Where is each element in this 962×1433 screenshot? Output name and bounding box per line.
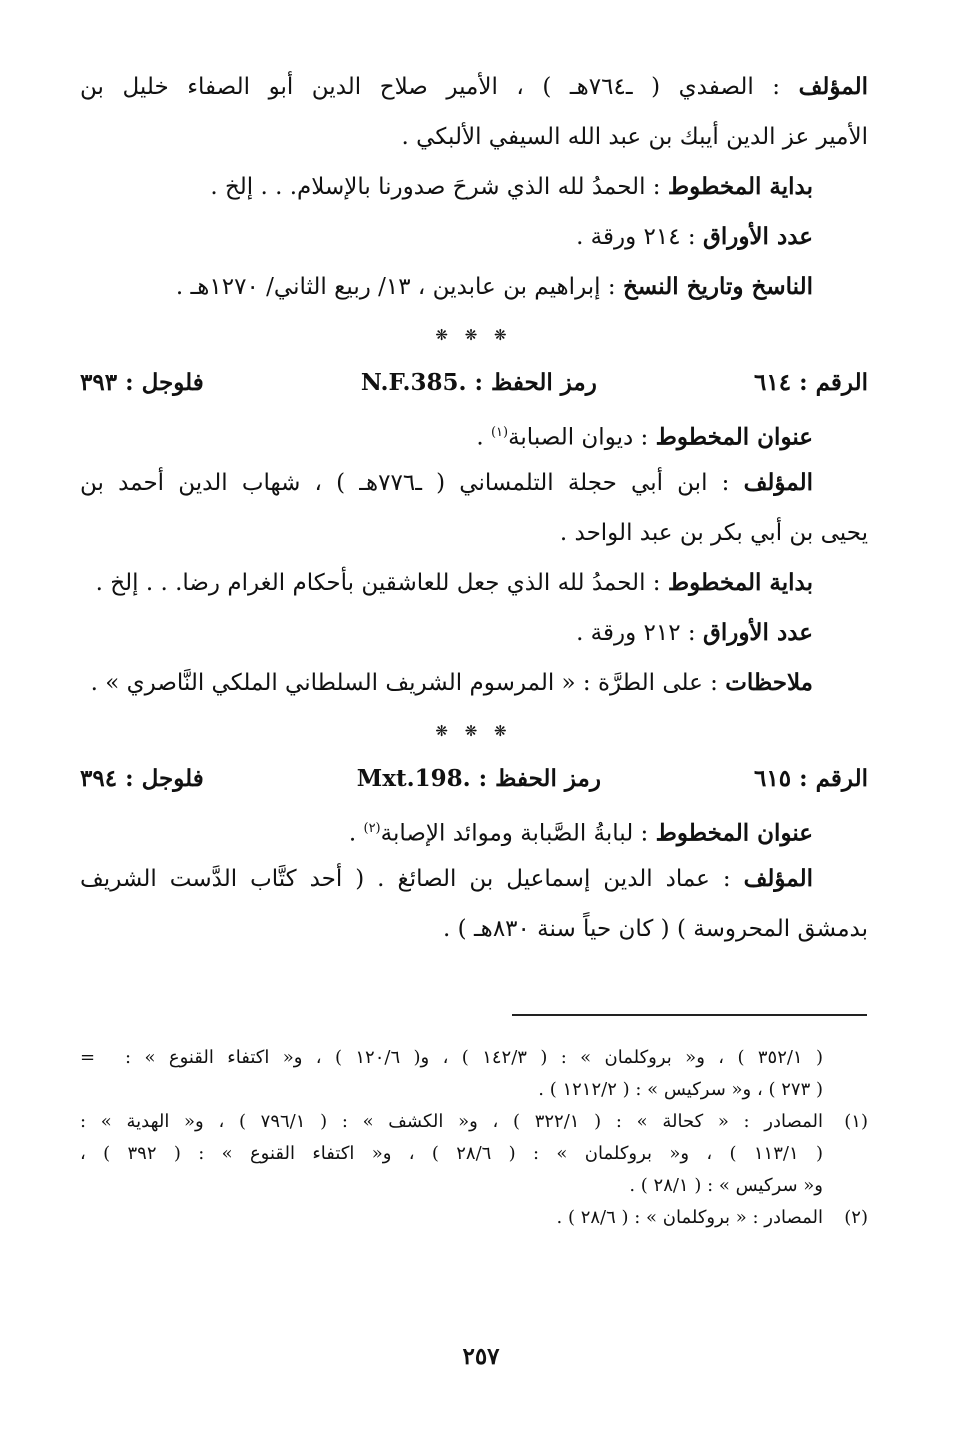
author-line: المؤلف : الصفدي ( ـ٧٦٤هـ ) ، الأمير صلاح الدين أبو الصفاء خليل بن: [80, 73, 869, 100]
author-line-cont: يحيى بن أبي بكر بن عبد الواحد .: [559, 520, 868, 546]
separator: ❋ ❋ ❋: [435, 326, 513, 344]
incipit-line: بداية المخطوط : الحمدُ لله الذي جعل للعاشقين بأحكام الغرام رضا. . . إلخ .: [95, 569, 813, 596]
copyist-line: الناسخ وتاريخ النسخ : إبراهيم بن عابدين ، ١٣/ ربيع الثاني/ ١٢٧٠هـ .: [175, 273, 813, 300]
footnote-1-line: و« سركيس » : ( ٢٨/١ ) .: [629, 1175, 823, 1196]
notes-line: ملاحظات : على الطرَّة : « المرسوم الشريف السلطاني الملكي النَّاصري » .: [90, 669, 813, 696]
footnote-1-line: ( ١١٣/١ ) ، و« بروكلمان » : ( ٢٨/٦ ) ، و« اكتفاء القنوع » : ( ٣٩٢ ) ،: [80, 1143, 823, 1164]
page-number: ٢٥٧: [462, 1343, 500, 1370]
entry-header-614: [80, 358, 868, 408]
shelfmark: رمز الحفظ : Mxt.198.: [356, 765, 601, 792]
footnote-number: (٢): [844, 1207, 868, 1228]
separator: ❋ ❋ ❋: [435, 722, 513, 740]
title-line: عنوان المخطوط : ديوان الصبابة$^{(١)}$ .: [476, 423, 813, 451]
title-line: عنوان المخطوط : لبابةُ الصَّبابة وموائد الإصابة$^{(٢)}$ .: [348, 819, 813, 847]
continuation-mark: =: [80, 1047, 96, 1068]
entry-header-615: [80, 754, 868, 804]
entry-number: الرقم : ٦١٥: [754, 765, 868, 792]
author-line-cont: بدمشق المحروسة ) ( كان حياً سنة ٨٣٠هـ ) .: [443, 916, 868, 942]
author-line: المؤلف : عماد الدين إسماعيل بن الصائغ . ( أحد كتَّاب الدَّست الشريف: [80, 865, 813, 892]
footnote-number: (١): [844, 1111, 868, 1132]
entry-number: الرقم : ٦١٤: [754, 369, 868, 396]
leaves-line: عدد الأوراق : ٢١٢ ورقة .: [576, 619, 813, 646]
footnote-ref: (١): [490, 425, 509, 440]
shelfmark: رمز الحفظ : N.F.385.: [360, 369, 597, 396]
footnote-ref: (٢): [363, 821, 381, 836]
author-line: المؤلف : ابن أبي حجلة التلمساني ( ـ٧٧٦هـ ) ، شهاب الدين أحمد بن: [80, 469, 814, 496]
footnotes: [80, 1042, 868, 1234]
page-body: [80, 62, 868, 954]
footnote-rule: [512, 1014, 867, 1016]
footnote-2: (٢) المصادر : « بروكلمان » : ( ٢٨/٦ ) .: [80, 1202, 868, 1234]
leaves-line: عدد الأوراق : ٢١٤ ورقة .: [576, 223, 813, 250]
incipit-line: بداية المخطوط : الحمدُ لله الذي شرحَ صدورنا بالإسلام. . . إلخ .: [210, 173, 813, 200]
author-line-cont: الأمير عز الدين أيبك بن عبد الله السيفي الألبكي .: [401, 124, 868, 150]
footnote-continuation: ( ٣٥٢/١ ) ، و« بروكلمان » : ( ١٤٢/٣ ) ، و( ١٢٠/٦ ) ، و« اكتفاء القنوع » : =: [80, 1042, 868, 1074]
footnote-continuation-line: ( ٢٧٣ ) ، و« سركيس » : ( ١٢١٢/٢ ) .: [538, 1079, 823, 1100]
footnote-1: (١) المصادر : « كحالة » : ( ٣٢٢/١ ) ، و« الكشف » : ( ٧٩٦/١ ) ، و« الهدية » :: [80, 1106, 868, 1138]
fluegel-number: فلوجل : ٣٩٤: [80, 765, 204, 792]
fluegel-number: فلوجل : ٣٩٣: [80, 369, 204, 396]
